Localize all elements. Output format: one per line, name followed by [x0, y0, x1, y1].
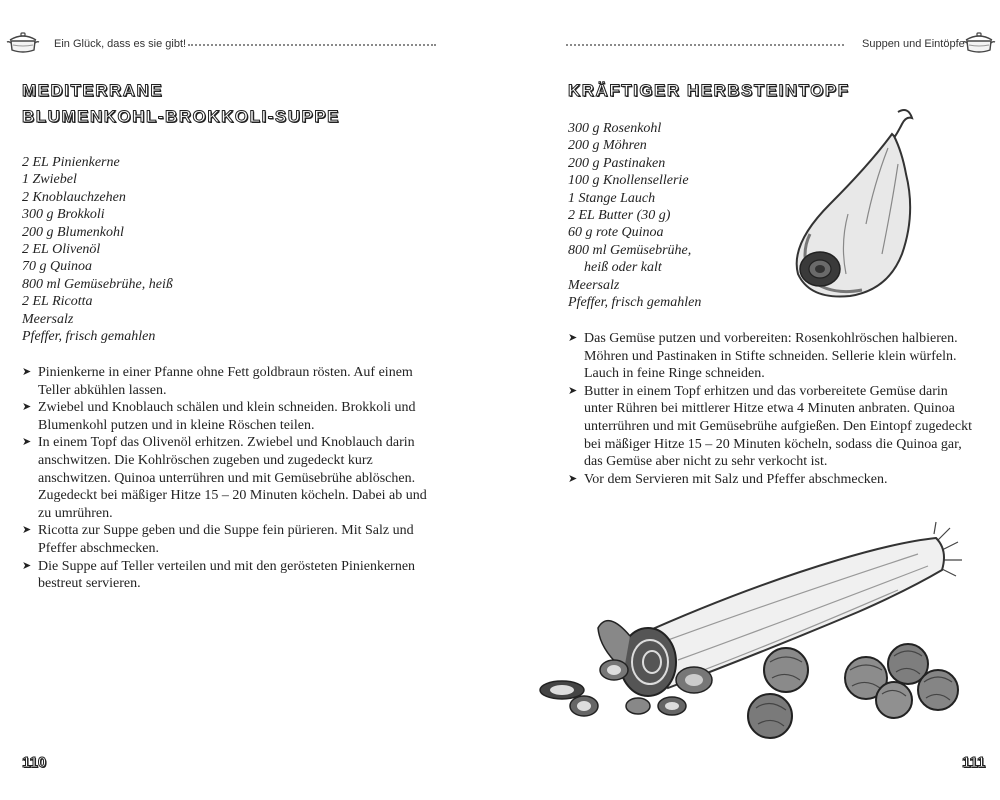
instruction-step	[568, 330, 978, 383]
instruction-list	[568, 330, 978, 488]
instruction-step	[22, 522, 432, 557]
ingredient-item: 300 g Brokkoli	[22, 207, 105, 223]
instruction-step	[22, 364, 432, 399]
ingredient-item: 100 g Knollensellerie	[568, 173, 689, 189]
bullet-arrow-icon: ➤	[22, 559, 32, 572]
step-text: Die Suppe auf Teller verteilen und mit den gerösteten Pinienkernen bestreut servieren.	[38, 558, 416, 592]
running-head: Suppen und Eintöpfe	[862, 38, 965, 50]
bullet-arrow-icon: ➤	[22, 401, 32, 414]
bullet-arrow-icon: ➤	[568, 332, 578, 344]
recipe-title-line2: BLUMENKOHL-BROKKOLI-SUPPE	[22, 107, 340, 126]
instruction-step	[568, 471, 978, 489]
bullet-arrow-icon: ➤	[22, 366, 32, 378]
step-text: Pinienkerne in einer Pfanne ohne Fett goldbraun rösten. Auf einem Teller abkühlen lassen.	[38, 365, 413, 398]
instruction-step	[568, 383, 978, 471]
running-head-dots	[566, 44, 844, 46]
bullet-arrow-icon: ➤	[22, 524, 32, 537]
ingredient-item: 200 g Möhren	[568, 138, 647, 154]
parsnip-illustration	[770, 104, 970, 304]
ingredient-item: 2 Knoblauchzehen	[22, 189, 126, 205]
cooking-pot-icon	[962, 30, 996, 54]
ingredient-item: 2 EL Butter (30 g)	[568, 208, 671, 224]
right-page	[500, 0, 1000, 800]
step-text: Butter in einem Topf erhitzen und das vorbereitete Gemüse darin unter Rühren bei mittlerer Hitze etwa 4 Minuten anbraten. Quinoa unterrühren und mit Gemüsebrühe aufgießen. Den Eintopf zugedeckt bei mäßiger Hitze 15 – 20 Minuten köcheln, sodass die Quinoa gar, das Gemüse aber nicht zu sehr verkocht ist.	[584, 383, 972, 470]
ingredient-item: 2 EL Pinienkerne	[22, 155, 120, 170]
bullet-arrow-icon: ➤	[22, 436, 32, 449]
running-head: Ein Glück, dass es sie gibt!	[54, 38, 187, 50]
step-text: Das Gemüse putzen und vorbereiten: Rosenkohlröschen halbieren. Möhren und Pastinaken in Stifte schneiden. Sellerie klein würfeln. Lauch in feine Ringe schneiden.	[584, 331, 958, 382]
step-text: Zwiebel und Knoblauch schälen und klein schneiden. Brokkoli und Blumenkohl putzen und in kleine Röschen teilen.	[38, 400, 416, 433]
instruction-step	[22, 399, 432, 434]
page-number: 110	[22, 754, 47, 771]
step-text: In einem Topf das Olivenöl erhitzen. Zwiebel und Knoblauch darin anschwitzen. Die Kohlröschen zugeben und zugedeckt kurz anschwitzen. Quinoa unterrühren und mit Gemüsebrühe ablöschen. Zugedeckt bei mäßiger Hitze 15 – 20 Minuten köcheln. Dabei ab und zu umrühren.	[38, 435, 427, 521]
ingredient-item: 300 g Rosenkohl	[568, 121, 662, 136]
ingredient-item: 60 g rote Quinoa	[568, 225, 664, 241]
bullet-arrow-icon: ➤	[568, 384, 578, 397]
recipe-title-line1: MEDITERRANE	[22, 81, 164, 100]
running-head-dots	[188, 44, 436, 46]
bullet-arrow-icon: ➤	[568, 472, 578, 485]
ingredient-item: Pfeffer, frisch gemahlen	[568, 295, 702, 311]
ingredient-list	[568, 120, 701, 311]
ingredient-item: 2 EL Ricotta	[22, 294, 93, 310]
step-text: Ricotta zur Suppe geben und die Suppe fein pürieren. Mit Salz und Pfeffer abschmecken.	[38, 523, 414, 556]
ingredient-item: 200 g Blumenkohl	[22, 224, 124, 240]
ingredient-item: 800 ml Gemüsebrühe, heiß	[22, 276, 173, 292]
ingredient-item: 2 EL Olivenöl	[22, 242, 101, 258]
recipe-title: KRÄFTIGER HERBSTEINTOPF	[568, 81, 850, 100]
instruction-list	[22, 364, 432, 593]
leek-sprouts-illustration	[538, 520, 978, 750]
ingredient-item: 1 Zwiebel	[22, 172, 77, 188]
ingredient-item: Meersalz	[22, 311, 74, 327]
ingredient-item: Meersalz	[568, 277, 620, 293]
cooking-pot-icon	[6, 30, 40, 54]
ingredient-item: heiß oder kalt	[584, 260, 662, 276]
ingredient-item: Pfeffer, frisch gemahlen	[22, 329, 156, 345]
ingredient-item: 1 Stange Lauch	[568, 190, 656, 206]
instruction-step	[22, 434, 432, 522]
ingredient-item: 70 g Quinoa	[22, 259, 92, 275]
ingredient-list	[22, 154, 173, 345]
instruction-step	[22, 558, 432, 593]
page-number: 111	[962, 754, 986, 771]
ingredient-item: 800 ml Gemüsebrühe,	[568, 242, 692, 258]
step-text: Vor dem Servieren mit Salz und Pfeffer abschmecken.	[584, 471, 888, 487]
ingredient-item: 200 g Pastinaken	[568, 155, 666, 171]
